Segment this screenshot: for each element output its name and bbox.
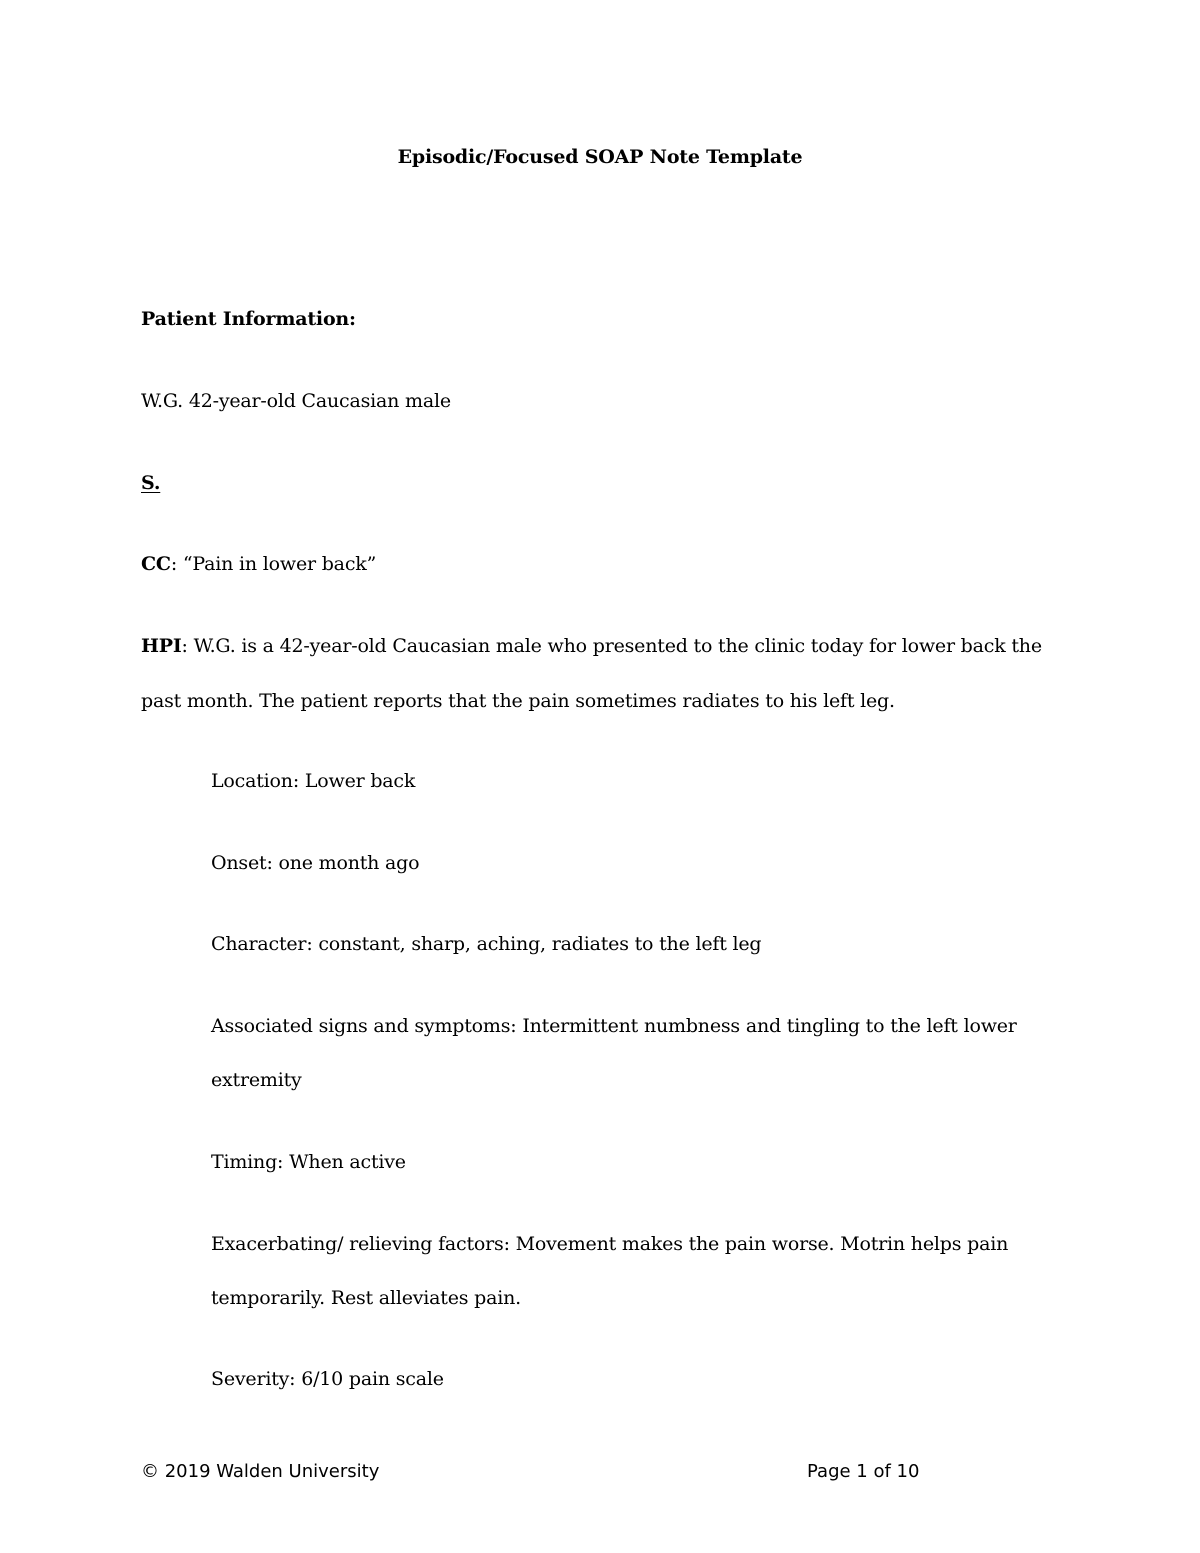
associated-symptoms-line-1: Associated signs and symptoms: Intermittent numbness and tingling to the left lower xyxy=(211,1015,1017,1037)
cc-label: CC xyxy=(141,553,171,575)
exacerbating-factors-line-1: Exacerbating/ relieving factors: Movement makes the pain worse. Motrin helps pain xyxy=(211,1233,1009,1255)
exacerbating-factors-line-2: temporarily. Rest alleviates pain. xyxy=(211,1287,521,1309)
footer-page-number: Page 1 of 10 xyxy=(807,1461,920,1482)
hpi-paragraph-line-1 xyxy=(141,634,1042,658)
section-s-heading: S. xyxy=(141,472,161,494)
document-title: Episodic/Focused SOAP Note Template xyxy=(397,146,803,168)
location-line: Location: Lower back xyxy=(211,770,416,792)
cc-text: : “Pain in lower back” xyxy=(170,553,377,575)
hpi-label: HPI xyxy=(141,635,182,657)
timing-line: Timing: When active xyxy=(211,1151,406,1173)
onset-line: Onset: one month ago xyxy=(211,852,420,874)
cc-paragraph xyxy=(141,552,376,576)
footer-copyright: © 2019 Walden University xyxy=(141,1461,380,1482)
hpi-text-line-2: past month. The patient reports that the pain sometimes radiates to his left leg. xyxy=(141,690,895,712)
patient-info-heading: Patient Information: xyxy=(141,308,356,330)
character-line: Character: constant, sharp, aching, radiates to the left leg xyxy=(211,933,762,955)
hpi-text-line-1: : W.G. is a 42-year-old Caucasian male who presented to the clinic today for lower back the xyxy=(181,635,1042,657)
associated-symptoms-line-2: extremity xyxy=(211,1069,302,1091)
severity-line: Severity: 6/10 pain scale xyxy=(211,1368,444,1390)
patient-info-text: W.G. 42-year-old Caucasian male xyxy=(141,390,451,412)
